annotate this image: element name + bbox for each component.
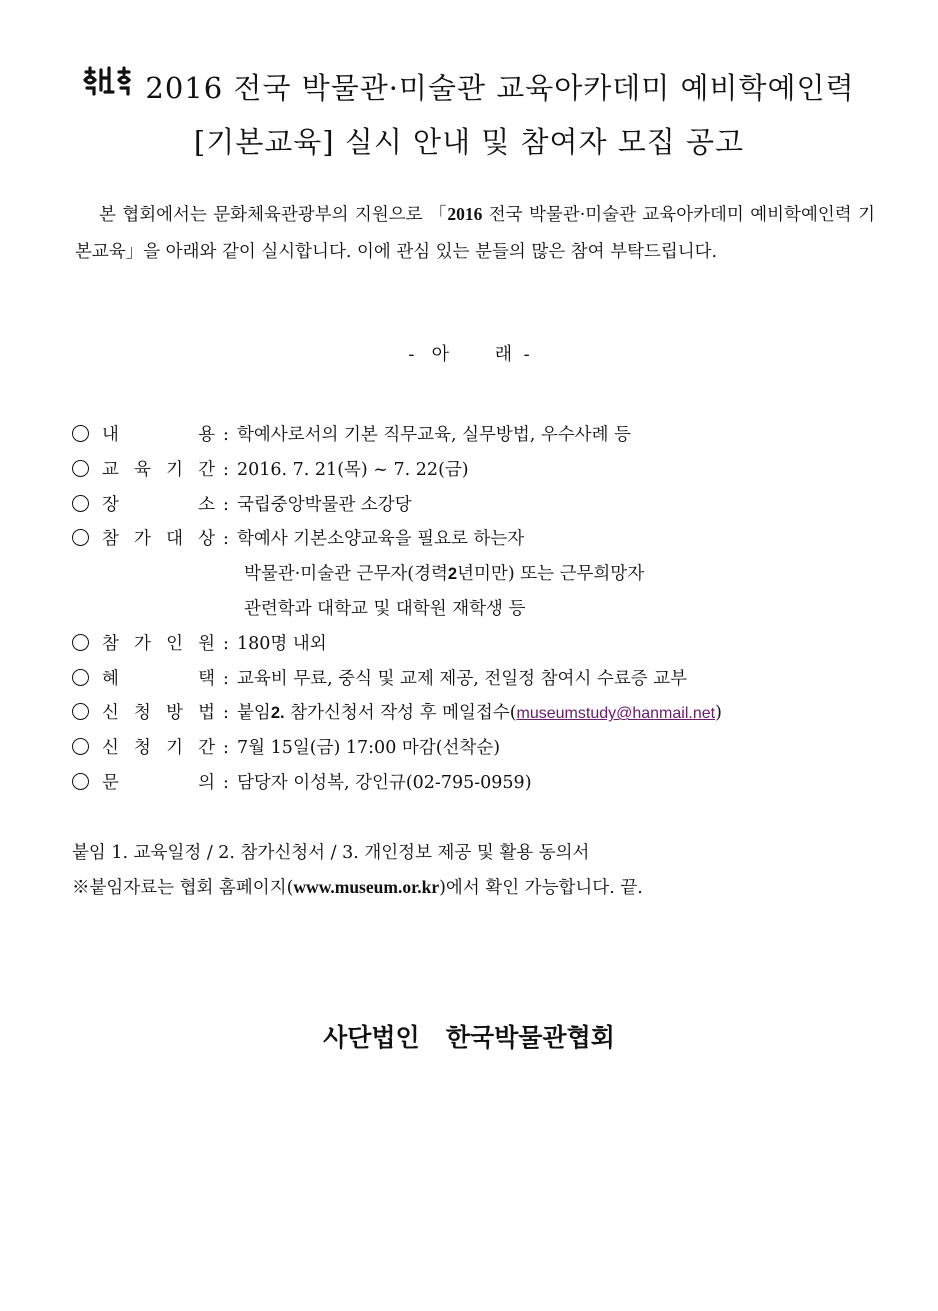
- target-continuation-2: [72, 595, 902, 630]
- circle-bullet-icon: [72, 425, 89, 442]
- item-label: [102, 525, 215, 550]
- label-char: 용: [198, 425, 215, 445]
- label-char: 혜: [102, 668, 119, 689]
- label-char: 기: [166, 459, 183, 480]
- label-char: 장: [102, 494, 119, 515]
- intro-text-2: 전국 박물관·미술관 교육아카데미 예비학예인력 기본교육」을 아래와 같이 실시합니다. 이에 관심 있는 분들의 많은 참여 부탁드립니다.: [75, 205, 875, 262]
- attachments-block: [72, 836, 643, 905]
- value-text: ): [715, 703, 722, 724]
- colon: :: [223, 529, 229, 550]
- intro-paragraph: [75, 196, 875, 271]
- item-value: 2016. 7. 21(목) ~ 7. 22(금): [237, 459, 469, 480]
- detail-item-inquiry: [72, 769, 902, 804]
- item-label: [102, 769, 215, 794]
- continuation-bold: 2: [447, 565, 458, 584]
- circle-bullet-icon: [72, 669, 89, 686]
- detail-item-venue: [72, 491, 902, 526]
- title-line-1: [0, 62, 938, 116]
- label-char: 원: [198, 633, 215, 654]
- value-text: 붙임: [237, 703, 271, 724]
- label-char: 신: [102, 738, 119, 759]
- circle-bullet-icon: [72, 738, 89, 755]
- colon: :: [223, 703, 229, 724]
- label-char: 청: [134, 738, 151, 759]
- document-title: [0, 62, 938, 168]
- museum-association-logo-icon: [83, 60, 135, 112]
- label-char: 소: [198, 494, 215, 515]
- colon: :: [223, 772, 229, 793]
- label-char: 청: [134, 703, 151, 724]
- note-text: ※붙임자료는 협회 홈페이지(: [72, 878, 294, 898]
- detail-item-period: [72, 456, 902, 491]
- item-value: 180명 내외: [237, 633, 327, 654]
- detail-item-target: [72, 525, 902, 560]
- label-char: 기: [166, 738, 183, 759]
- item-label: [102, 630, 215, 655]
- label-char: 교: [102, 459, 119, 480]
- label-char: 육: [134, 459, 151, 480]
- organization-name: 사단법인 한국박물관협회: [323, 1023, 615, 1052]
- label-char: 택: [198, 668, 215, 689]
- label-char: 의: [198, 772, 215, 793]
- attachments-note: [72, 870, 643, 905]
- circle-bullet-icon: [72, 773, 89, 790]
- label-char: 참: [102, 529, 119, 550]
- label-char: 가: [134, 633, 151, 654]
- label-char: 문: [102, 772, 119, 793]
- continuation-text: 년미만) 또는 근무희망자: [457, 564, 645, 585]
- title-line-2: [기본교육] 실시 안내 및 참여자 모집 공고: [193, 125, 745, 159]
- colon: :: [223, 459, 229, 480]
- label-char: 방: [166, 703, 183, 724]
- item-label: [102, 491, 215, 516]
- label-char: 상: [198, 529, 215, 550]
- email-link[interactable]: museumstudy@hanmail.net: [516, 705, 716, 723]
- item-value: 교육비 무료, 중식 및 교제 제공, 전일정 참여시 수료증 교부: [237, 668, 688, 689]
- circle-bullet-icon: [72, 634, 89, 651]
- item-value: 학예사 기본소양교육을 필요로 하는자: [237, 529, 525, 550]
- circle-bullet-icon: [72, 495, 89, 512]
- intro-text-1: 본 협회에서는 문화체육관광부의 지원으로 「: [99, 205, 448, 225]
- label-char: 신: [102, 703, 119, 724]
- label-char: 간: [198, 459, 215, 480]
- intro-bold-year: 2016: [447, 204, 483, 224]
- circle-bullet-icon: [72, 529, 89, 546]
- value-bold: 2.: [270, 704, 285, 723]
- detail-item-benefits: [72, 665, 902, 700]
- label-char: 법: [198, 703, 215, 724]
- item-value: 국립중앙박물관 소강당: [237, 494, 412, 515]
- item-value: 학예사로서의 기본 직무교육, 실무방법, 우수사례 등: [237, 425, 631, 445]
- detail-item-apply-period: [72, 734, 902, 769]
- label-char: 가: [134, 529, 151, 550]
- label-char: 참: [102, 633, 119, 654]
- item-label: [102, 665, 215, 690]
- item-value: 담당자 이성복, 강인규(02-795-0959): [237, 772, 532, 793]
- circle-bullet-icon: [72, 703, 89, 720]
- detail-item-participants: [72, 630, 902, 665]
- continuation-text: 박물관·미술관 근무자(경력: [244, 564, 448, 585]
- item-value: [237, 699, 722, 724]
- colon: :: [223, 668, 229, 689]
- title-text-1: 2016 전국 박물관·미술관 교육아카데미 예비학예인력: [145, 71, 855, 105]
- label-char: 간: [198, 738, 215, 759]
- item-label: [102, 734, 215, 759]
- label-char: 대: [166, 529, 183, 550]
- item-value: 7월 15일(금) 17:00 마감(선착순): [237, 738, 501, 759]
- detail-item-apply-method: [72, 699, 902, 734]
- target-continuation-1: [72, 560, 902, 595]
- circle-bullet-icon: [72, 460, 89, 477]
- colon: :: [223, 494, 229, 515]
- detail-item-content: [72, 421, 902, 456]
- item-label: [102, 456, 215, 481]
- colon: :: [223, 738, 229, 759]
- colon: :: [223, 425, 229, 445]
- value-text: 참가신청서 작성 후 메일접수(: [284, 703, 517, 724]
- details-list: [72, 421, 902, 804]
- label-char: 내: [102, 425, 119, 445]
- note-text: )에서 확인 가능합니다. 끝.: [439, 878, 643, 898]
- colon: :: [223, 633, 229, 654]
- item-label: [102, 699, 215, 724]
- website-link[interactable]: www.museum.or.kr: [293, 877, 440, 897]
- section-heading: - 아 래 -: [408, 344, 530, 365]
- attachments-list: 붙임 1. 교육일정 / 2. 참가신청서 / 3. 개인정보 제공 및 활용 동의서: [72, 843, 590, 863]
- label-char: 인: [166, 633, 183, 654]
- item-label: [102, 421, 215, 446]
- continuation-text: 관련학과 대학교 및 대학원 재학생 등: [244, 598, 526, 619]
